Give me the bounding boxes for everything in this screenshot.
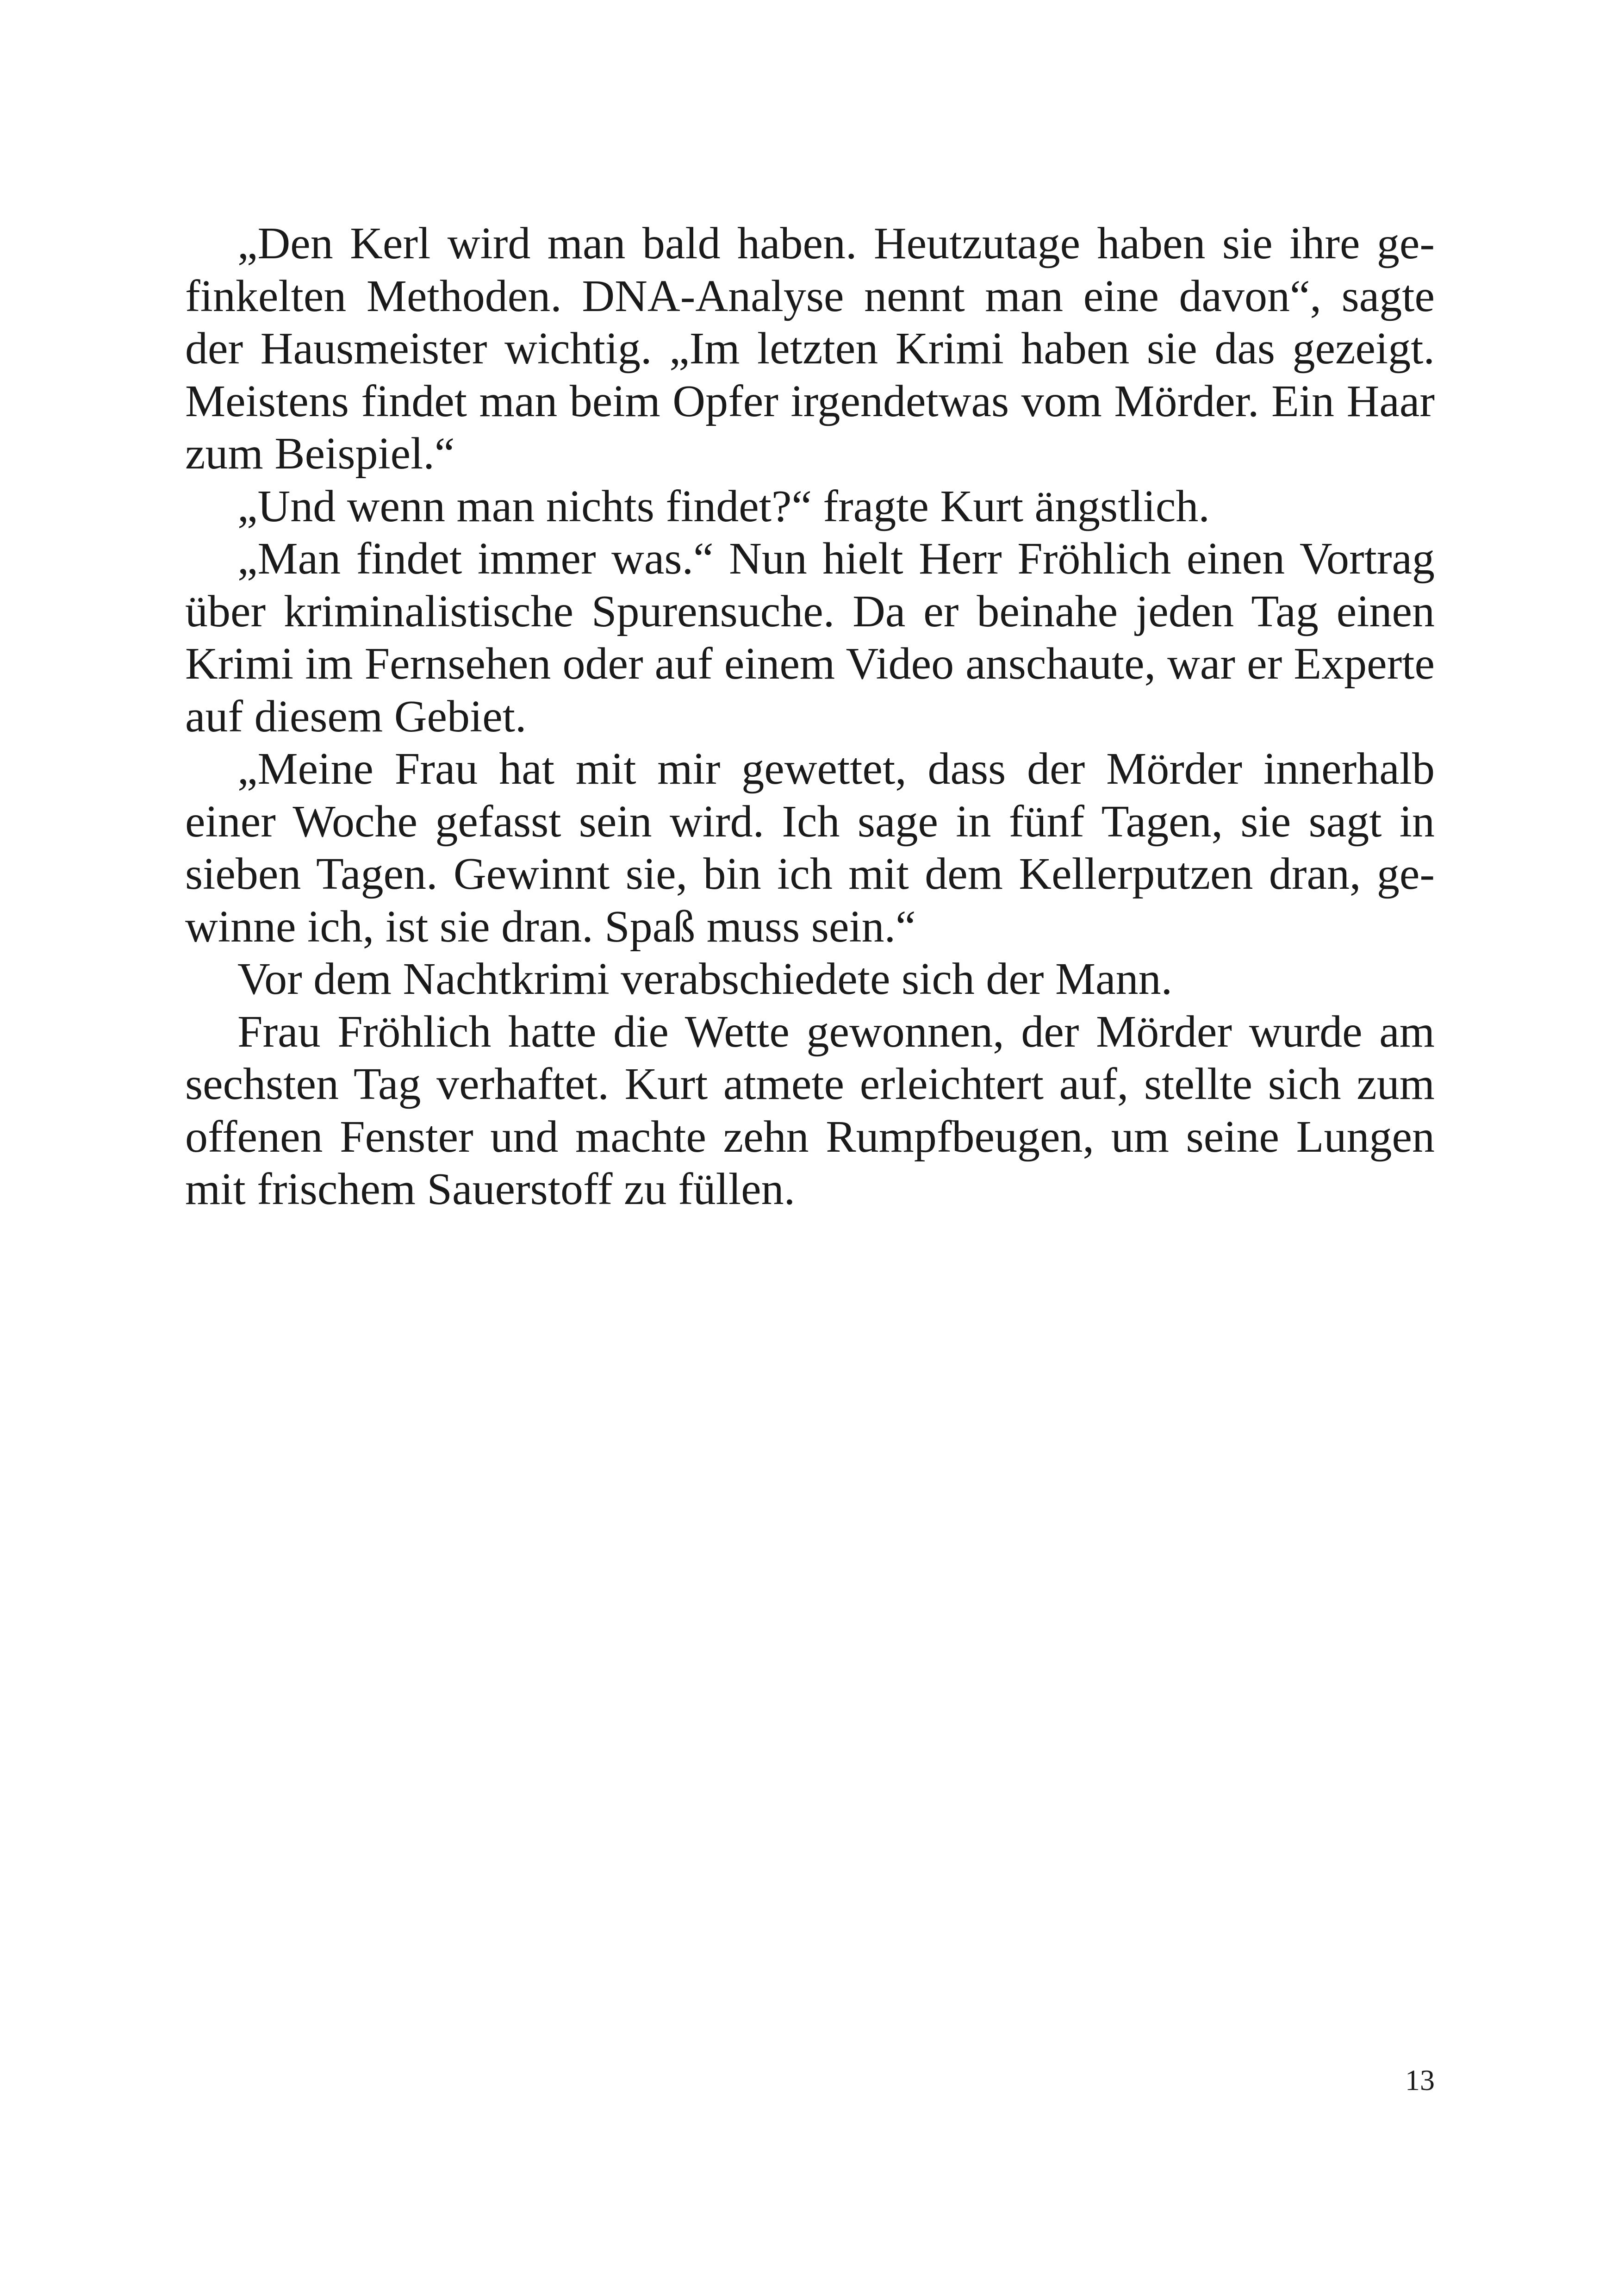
paragraph: „Und wenn man nichts findet?“ fragte Kurt ängstlich. — [237, 481, 1210, 531]
paragraph: „Den Kerl wird man bald haben. Heutzutage haben sie ihre gefinkelten Methoden. DNA-Analyse nennt man eine davon“, sagte der Hausmeister wichtig. „Im letzten Krimi haben sie das gezeigt. Meistens findet man beim Opfer irgendetwas vom Mörder. Ein Haar zum Beispiel.“ — [185, 218, 1435, 479]
paragraph: Frau Fröhlich hatte die Wette gewonnen, der Mörder wurde am sechsten Tag verhaftet. Kurt atmete erleichtert auf, stellte sich zum offenen Fenster und machte zehn Rumpfbeugen, um seine Lungen mit frischem Sauerstoff zu füllen. — [185, 1006, 1435, 1214]
paragraph: „Man findet immer was.“ Nun hielt Herr Fröhlich einen Vortrag über kriminalistische Spurensuche. Da er beinahe jeden Tag einen Krimi im Fernsehen oder auf einem Video anschaute, war er Experte auf diesem Gebiet. — [185, 534, 1435, 742]
page-number: 13 — [1405, 2064, 1435, 2096]
paragraph: Vor dem Nachtkrimi verabschiedete sich der Mann. — [237, 954, 1173, 1004]
paragraph: „Meine Frau hat mit mir gewettet, dass der Mörder innerhalb einer Woche gefasst sein wird. Ich sage in fünf Tagen, sie sagt in sieben Tagen. Gewinnt sie, bin ich mit dem Kellerputzen dran, gewinne ich, ist sie dran. Spaß muss sein.“ — [185, 744, 1435, 952]
body-text — [185, 218, 1435, 1216]
